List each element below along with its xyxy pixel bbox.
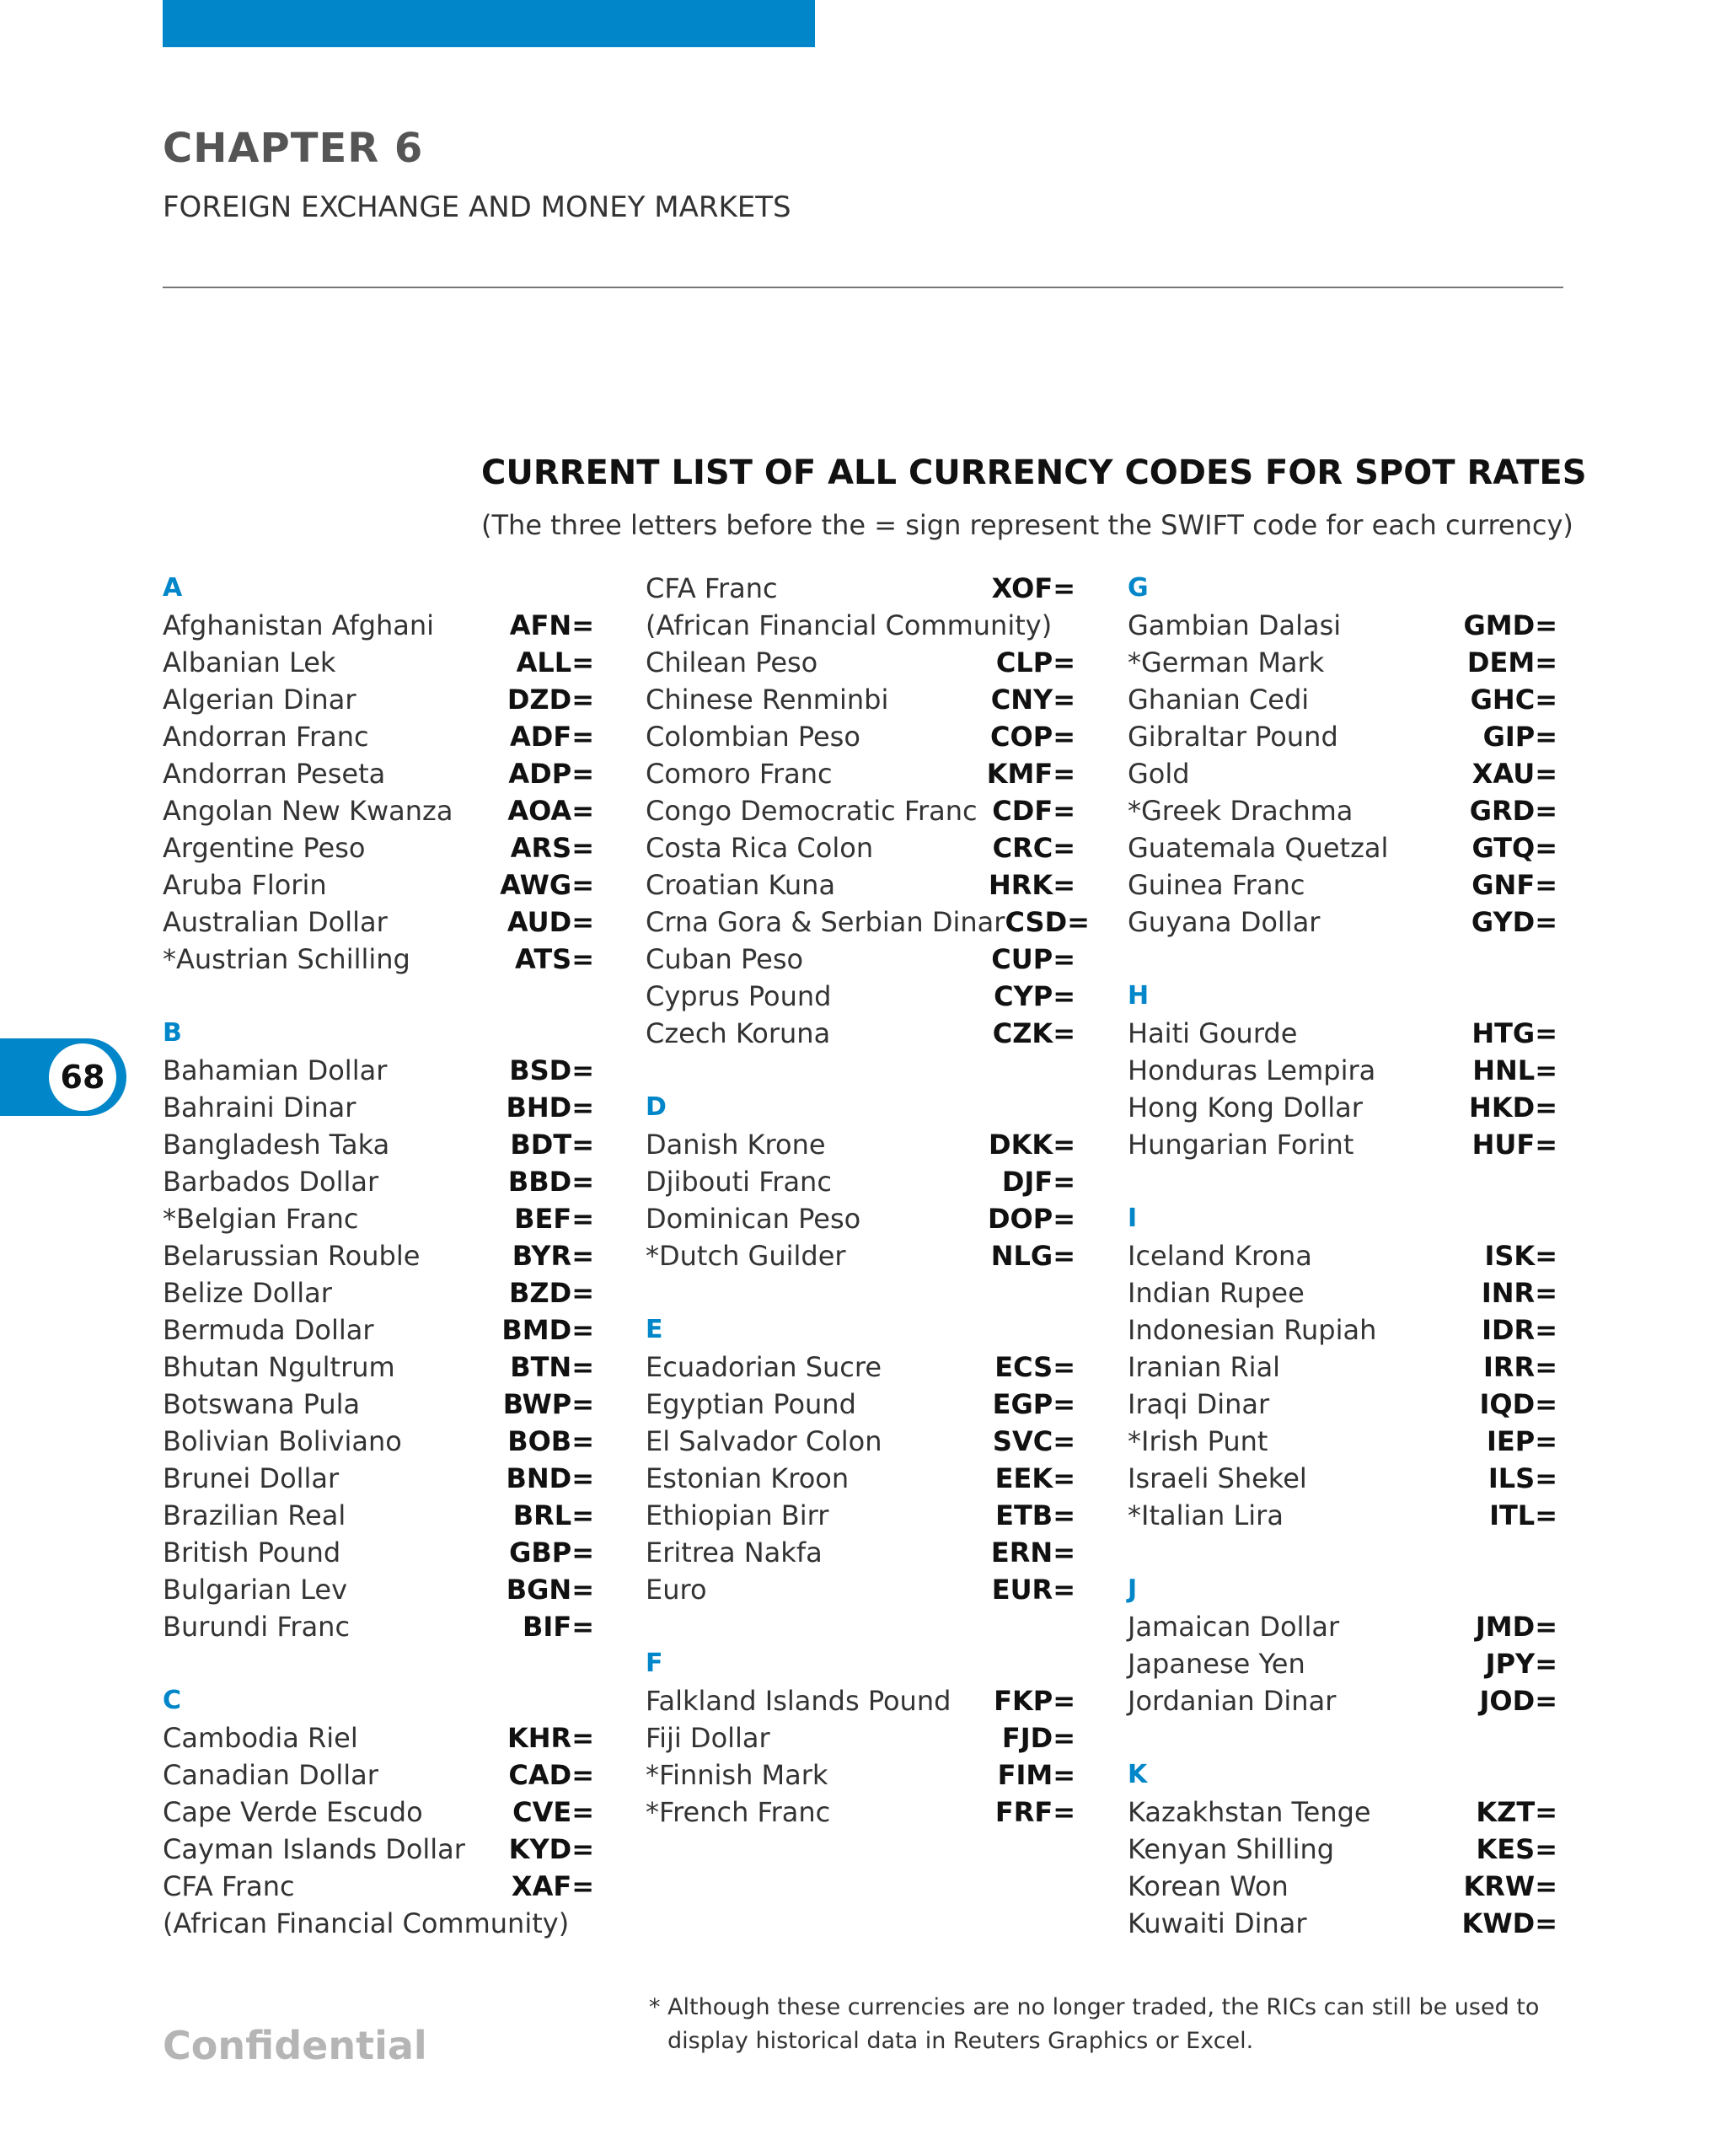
currency-code: DOP=: [987, 1203, 1075, 1235]
currency-row: [646, 792, 1075, 829]
currency-name: *Austrian Schilling: [163, 943, 410, 975]
currency-code: KYD=: [508, 1833, 594, 1865]
currency-code: BOB=: [507, 1425, 594, 1457]
currency-row: [163, 681, 594, 718]
footnote: * Although these currencies are no longer traded, the RICs can still be used to display historical data in Reuters Graphics or Excel.: [649, 1994, 1540, 2054]
currency-name: Bangladesh Taka: [163, 1129, 390, 1161]
currency-code: GIP=: [1482, 721, 1557, 753]
currency-row: [1128, 1831, 1557, 1868]
currency-row: [646, 978, 1075, 1015]
currency-code: IRR=: [1483, 1351, 1557, 1383]
currency-name: Angolan New Kwanza: [163, 795, 453, 827]
currency-name: Iceland Krona: [1128, 1240, 1312, 1272]
currency-row: [1128, 1868, 1557, 1905]
currency-code: GTQ=: [1471, 832, 1557, 864]
currency-name: Congo Democratic Franc: [646, 795, 978, 827]
currency-code: HUF=: [1471, 1129, 1557, 1161]
currency-row: [163, 1089, 594, 1126]
currency-code: XOF=: [991, 572, 1075, 604]
currency-name: *Finnish Mark: [646, 1759, 828, 1791]
currency-row: [646, 644, 1075, 681]
currency-code: BSD=: [509, 1054, 594, 1086]
currency-row: [646, 1497, 1075, 1534]
currency-name: Jamaican Dollar: [1128, 1611, 1340, 1643]
section-letter: K: [1128, 1760, 1148, 1789]
currency-code: BDT=: [510, 1129, 594, 1161]
currency-code: DZD=: [507, 684, 594, 716]
currency-row: [1128, 1460, 1557, 1497]
currency-code: BND=: [506, 1462, 594, 1494]
currency-row: [646, 755, 1075, 792]
currency-row: [1128, 1311, 1557, 1349]
list-subtitle: (The three letters before the = sign represent the SWIFT code for each currency): [481, 509, 1573, 541]
currency-name: Euro: [646, 1574, 707, 1606]
section-letter: D: [646, 1092, 667, 1122]
currency-row: [646, 1163, 1075, 1200]
letter-group: [646, 1089, 1075, 1274]
currency-name: Bahraini Dinar: [163, 1091, 356, 1124]
currency-row: [1128, 1497, 1557, 1534]
currency-row: [1128, 1682, 1557, 1719]
currency-row: [1128, 1274, 1557, 1311]
currency-name: Gold: [1128, 758, 1190, 790]
currency-code: CUP=: [991, 943, 1075, 975]
currency-name: Kuwaiti Dinar: [1128, 1907, 1307, 1939]
currency-row: [163, 1311, 594, 1349]
currency-code: ADF=: [510, 721, 594, 753]
currency-name: Brazilian Real: [163, 1499, 346, 1531]
currency-row: [646, 941, 1075, 978]
currency-row: [163, 1126, 594, 1163]
currency-row: [646, 1423, 1075, 1460]
currency-row: [1128, 1905, 1557, 1942]
currency-row: [163, 1719, 594, 1756]
currency-row: [646, 1719, 1075, 1756]
currency-row: [163, 1756, 594, 1794]
currency-row: [163, 1794, 594, 1831]
section-letter: C: [163, 1686, 182, 1715]
currency-row: [163, 1163, 594, 1200]
currency-row: [163, 718, 594, 755]
currency-code: AUD=: [507, 906, 594, 938]
currency-row: [646, 1126, 1075, 1163]
currency-code: IQD=: [1479, 1388, 1557, 1420]
currency-code: AOA=: [507, 795, 594, 827]
currency-code: KRW=: [1463, 1870, 1557, 1902]
currency-name: Chinese Renminbi: [646, 684, 889, 716]
currency-row: [163, 755, 594, 792]
currency-name: Haiti Gourde: [1128, 1017, 1298, 1049]
currency-name: Dominican Peso: [646, 1203, 861, 1235]
currency-code: HKD=: [1469, 1091, 1557, 1124]
currency-row: [646, 570, 1075, 607]
currency-code: GHC=: [1470, 684, 1557, 716]
currency-code: CDF=: [992, 795, 1075, 827]
currency-row: [163, 829, 594, 866]
currency-name: Iranian Rial: [1128, 1351, 1281, 1383]
section-letter: G: [1128, 573, 1149, 603]
currency-name: Bulgarian Lev: [163, 1574, 348, 1606]
currency-name: Israeli Shekel: [1128, 1462, 1307, 1494]
header-divider: [163, 287, 1563, 288]
currency-name: Burundi Franc: [163, 1611, 351, 1643]
currency-name: Kenyan Shilling: [1128, 1833, 1335, 1865]
currency-row: [1128, 1126, 1557, 1163]
currency-name: Indian Rupee: [1128, 1277, 1305, 1309]
currency-row: [163, 1905, 594, 1942]
currency-name: Korean Won: [1128, 1870, 1289, 1902]
currency-code: ERN=: [990, 1537, 1075, 1569]
currency-row: [646, 866, 1075, 904]
currency-row: [163, 1274, 594, 1311]
currency-row: [163, 1460, 594, 1497]
section-letter: B: [163, 1018, 182, 1048]
letter-group: [163, 570, 594, 978]
currency-code: CYP=: [994, 980, 1075, 1012]
currency-code: ATS=: [515, 943, 594, 975]
currency-name: British Pound: [163, 1537, 341, 1569]
currency-row: [1128, 1608, 1557, 1645]
currency-name: Guyana Dollar: [1128, 906, 1321, 938]
currency-code: IEP=: [1486, 1425, 1557, 1457]
currency-code: GMD=: [1463, 609, 1557, 641]
currency-column-1: [163, 570, 594, 1979]
section-letter: H: [1128, 981, 1150, 1011]
currency-code: XAF=: [511, 1870, 594, 1902]
currency-code: BYR=: [512, 1240, 594, 1272]
currency-code: AWG=: [500, 869, 594, 901]
currency-code: CVE=: [512, 1796, 594, 1828]
currency-row: [1128, 1794, 1557, 1831]
currency-code: FJD=: [1001, 1722, 1075, 1754]
currency-name: Guinea Franc: [1128, 869, 1305, 901]
currency-code: KMF=: [986, 758, 1075, 790]
currency-code: JPY=: [1485, 1648, 1557, 1680]
currency-row: [646, 829, 1075, 866]
currency-name: (African Financial Community): [646, 609, 1053, 641]
currency-name: Afghanistan Afghani: [163, 609, 435, 641]
currency-name: Australian Dollar: [163, 906, 388, 938]
currency-code: BMD=: [501, 1314, 594, 1346]
currency-row: [1128, 644, 1557, 681]
list-title: CURRENT LIST OF ALL CURRENCY CODES FOR SPOT RATES: [481, 453, 1587, 492]
currency-code: EGP=: [992, 1388, 1075, 1420]
letter-group: [1128, 1200, 1557, 1534]
currency-name: Aruba Florin: [163, 869, 327, 901]
currency-code: SVC=: [992, 1425, 1075, 1457]
currency-name: Jordanian Dinar: [1128, 1685, 1337, 1717]
currency-code: BBD=: [507, 1166, 594, 1198]
page-number: 68: [49, 1043, 116, 1111]
currency-code: BGN=: [506, 1574, 594, 1606]
currency-code: GBP=: [509, 1537, 594, 1569]
currency-name: CFA Franc: [646, 572, 778, 604]
currency-row: [1128, 1237, 1557, 1274]
currency-row: [163, 1571, 594, 1608]
currency-row: [646, 1460, 1075, 1497]
currency-row: [646, 904, 1090, 941]
currency-code: FIM=: [997, 1759, 1075, 1791]
section-letter: A: [163, 573, 183, 603]
currency-row: [1128, 829, 1557, 866]
currency-name: Falkland Islands Pound: [646, 1685, 951, 1717]
currency-name: CFA Franc: [163, 1870, 295, 1902]
currency-code: EEK=: [994, 1462, 1075, 1494]
currency-code: DKK=: [989, 1129, 1075, 1161]
currency-column-3: [1128, 570, 1557, 1979]
currency-name: Canadian Dollar: [163, 1759, 378, 1791]
currency-row: [1128, 792, 1557, 829]
currency-name: Fiji Dollar: [646, 1722, 770, 1754]
currency-code: BHD=: [506, 1091, 594, 1124]
currency-row: [163, 1200, 594, 1237]
currency-code: BRL=: [512, 1499, 594, 1531]
currency-name: Hong Kong Dollar: [1128, 1091, 1363, 1124]
currency-name: Argentine Peso: [163, 832, 366, 864]
currency-code: ECS=: [994, 1351, 1075, 1383]
currency-name: Colombian Peso: [646, 721, 860, 753]
currency-row: [1128, 866, 1557, 904]
currency-row: [1128, 1645, 1557, 1682]
currency-row: [163, 607, 594, 644]
currency-row: [646, 718, 1075, 755]
currency-name: Cayman Islands Dollar: [163, 1833, 465, 1865]
currency-row: [163, 941, 594, 978]
currency-code: KZT=: [1476, 1796, 1557, 1828]
currency-row: [1128, 718, 1557, 755]
currency-name: Japanese Yen: [1128, 1648, 1305, 1680]
currency-row: [163, 644, 594, 681]
letter-group: [1128, 1571, 1557, 1719]
section-letter: E: [646, 1315, 663, 1344]
currency-name: Cape Verde Escudo: [163, 1796, 423, 1828]
currency-code: HNL=: [1472, 1054, 1557, 1086]
section-letter: J: [1128, 1574, 1138, 1604]
currency-name: Kazakhstan Tenge: [1128, 1796, 1371, 1828]
currency-code: HRK=: [988, 869, 1075, 901]
currency-name: Iraqi Dinar: [1128, 1388, 1270, 1420]
letter-group: [1128, 1756, 1557, 1942]
currency-row: [646, 1015, 1075, 1052]
currency-code: CLP=: [995, 646, 1075, 678]
currency-code: GYD=: [1471, 906, 1557, 938]
currency-row: [646, 1534, 1075, 1571]
currency-code: EUR=: [991, 1574, 1075, 1606]
top-accent-bar: [163, 0, 815, 47]
letter-group: [646, 1645, 1075, 1831]
currency-row: [1128, 1349, 1557, 1386]
currency-code: ITL=: [1489, 1499, 1557, 1531]
currency-code: FRF=: [994, 1796, 1075, 1828]
currency-row: [646, 1756, 1075, 1794]
chapter-title: CHAPTER 6: [163, 125, 424, 172]
currency-name: *Belgian Franc: [163, 1203, 359, 1235]
currency-name: Bermuda Dollar: [163, 1314, 374, 1346]
currency-code: CAD=: [508, 1759, 594, 1791]
currency-name: (African Financial Community): [163, 1907, 570, 1939]
letter-group: [163, 1015, 594, 1645]
currency-row: [1128, 1015, 1557, 1052]
currency-code: JOD=: [1479, 1685, 1557, 1717]
currency-name: *German Mark: [1128, 646, 1325, 678]
currency-name: *French Franc: [646, 1796, 831, 1828]
currency-name: Ecuadorian Sucre: [646, 1351, 882, 1383]
section-letter: F: [646, 1649, 663, 1678]
currency-row: [1128, 681, 1557, 718]
currency-name: Belize Dollar: [163, 1277, 332, 1309]
currency-code: BTN=: [510, 1351, 594, 1383]
currency-code: DJF=: [1001, 1166, 1075, 1198]
currency-name: Ghanian Cedi: [1128, 684, 1310, 716]
currency-name: Eritrea Nakfa: [646, 1537, 823, 1569]
currency-column-2: [646, 570, 1090, 1868]
currency-code: BEF=: [514, 1203, 594, 1235]
currency-code: CNY=: [990, 684, 1075, 716]
currency-name: Cuban Peso: [646, 943, 804, 975]
currency-row: [163, 1237, 594, 1274]
letter-group: [646, 1311, 1075, 1608]
currency-row: [1128, 1423, 1557, 1460]
currency-code: BIF=: [523, 1611, 594, 1643]
currency-name: Gibraltar Pound: [1128, 721, 1338, 753]
currency-name: Barbados Dollar: [163, 1166, 379, 1198]
currency-name: *Greek Drachma: [1128, 795, 1353, 827]
currency-row: [163, 1423, 594, 1460]
currency-row: [1128, 1386, 1557, 1423]
currency-row: [646, 1349, 1075, 1386]
currency-row: [1128, 1052, 1557, 1089]
currency-code: AFN=: [509, 609, 594, 641]
currency-code: COP=: [990, 721, 1075, 753]
currency-code: KES=: [1476, 1833, 1557, 1865]
currency-row: [163, 1497, 594, 1534]
currency-name: El Salvador Colon: [646, 1425, 882, 1457]
currency-name: Djibouti Franc: [646, 1166, 832, 1198]
currency-code: BZD=: [509, 1277, 594, 1309]
currency-name: Cambodia Riel: [163, 1722, 358, 1754]
currency-name: *Italian Lira: [1128, 1499, 1284, 1531]
letter-group: [163, 1682, 594, 1942]
currency-code: IDR=: [1482, 1314, 1557, 1346]
currency-row: [163, 1052, 594, 1089]
currency-code: ADP=: [508, 758, 594, 790]
currency-name: Estonian Kroon: [646, 1462, 850, 1494]
currency-code: ARS=: [510, 832, 594, 864]
currency-code: CZK=: [992, 1017, 1075, 1049]
confidential-watermark: Confidential: [163, 2023, 427, 2068]
currency-name: Guatemala Quetzal: [1128, 832, 1389, 864]
currency-name: Bahamian Dollar: [163, 1054, 388, 1086]
currency-name: Algerian Dinar: [163, 684, 356, 716]
currency-name: Crna Gora & Serbian Dinar: [646, 906, 1005, 938]
currency-name: Brunei Dollar: [163, 1462, 340, 1494]
currency-code: GRD=: [1469, 795, 1557, 827]
currency-row: [646, 1386, 1075, 1423]
currency-name: Costa Rica Colon: [646, 832, 874, 864]
currency-code: ETB=: [995, 1499, 1075, 1531]
currency-row: [163, 1386, 594, 1423]
currency-row: [163, 866, 594, 904]
currency-name: Croatian Kuna: [646, 869, 836, 901]
currency-code: INR=: [1481, 1277, 1557, 1309]
currency-row: [163, 1868, 594, 1905]
currency-name: Bhutan Ngultrum: [163, 1351, 395, 1383]
currency-row: [646, 1571, 1075, 1608]
currency-name: Honduras Lempira: [1128, 1054, 1376, 1086]
letter-group: [1128, 570, 1557, 941]
currency-row: [1128, 1089, 1557, 1126]
currency-row: [1128, 755, 1557, 792]
currency-name: Andorran Franc: [163, 721, 369, 753]
currency-code: CSD=: [1005, 906, 1090, 938]
currency-code: GNF=: [1471, 869, 1557, 901]
currency-name: Ethiopian Birr: [646, 1499, 829, 1531]
currency-name: *Dutch Guilder: [646, 1240, 846, 1272]
currency-name: Danish Krone: [646, 1129, 826, 1161]
currency-row: [646, 681, 1075, 718]
currency-name: Hungarian Forint: [1128, 1129, 1354, 1161]
currency-name: *Irish Punt: [1128, 1425, 1268, 1457]
currency-code: NLG=: [990, 1240, 1075, 1272]
currency-row: [646, 1237, 1075, 1274]
currency-name: Indonesian Rupiah: [1128, 1314, 1377, 1346]
currency-row: [646, 607, 1075, 644]
currency-code: ILS=: [1487, 1462, 1557, 1494]
currency-name: Czech Koruna: [646, 1017, 831, 1049]
currency-row: [163, 1534, 594, 1571]
currency-row: [646, 1794, 1075, 1831]
currency-code: CRC=: [992, 832, 1075, 864]
currency-name: Botswana Pula: [163, 1388, 361, 1420]
currency-code: XAU=: [1471, 758, 1557, 790]
currency-row: [1128, 607, 1557, 644]
currency-name: Chilean Peso: [646, 646, 818, 678]
currency-row: [163, 792, 594, 829]
currency-row: [163, 1349, 594, 1386]
currency-name: Andorran Peseta: [163, 758, 386, 790]
currency-code: BWP=: [502, 1388, 594, 1420]
chapter-subtitle: FOREIGN EXCHANGE AND MONEY MARKETS: [163, 190, 791, 224]
currency-name: Cyprus Pound: [646, 980, 832, 1012]
currency-name: Albanian Lek: [163, 646, 336, 678]
currency-code: ALL=: [516, 646, 594, 678]
currency-name: Egyptian Pound: [646, 1388, 856, 1420]
currency-row: [1128, 904, 1557, 941]
letter-group: [1128, 978, 1557, 1163]
currency-row: [646, 1682, 1075, 1719]
currency-code: KWD=: [1461, 1907, 1557, 1939]
currency-code: HTG=: [1471, 1017, 1557, 1049]
currency-row: [163, 904, 594, 941]
currency-code: KHR=: [507, 1722, 594, 1754]
currency-name: Bolivian Boliviano: [163, 1425, 402, 1457]
currency-code: FKP=: [994, 1685, 1075, 1717]
section-letter: I: [1128, 1204, 1138, 1233]
currency-name: Comoro Franc: [646, 758, 833, 790]
currency-row: [646, 1200, 1075, 1237]
currency-row: [163, 1608, 594, 1645]
currency-code: JMD=: [1475, 1611, 1557, 1643]
currency-name: Gambian Dalasi: [1128, 609, 1342, 641]
currency-row: [163, 1831, 594, 1868]
currency-code: DEM=: [1466, 646, 1557, 678]
letter-group: [646, 570, 1090, 1052]
currency-name: Belarussian Rouble: [163, 1240, 421, 1272]
currency-code: ISK=: [1484, 1240, 1557, 1272]
